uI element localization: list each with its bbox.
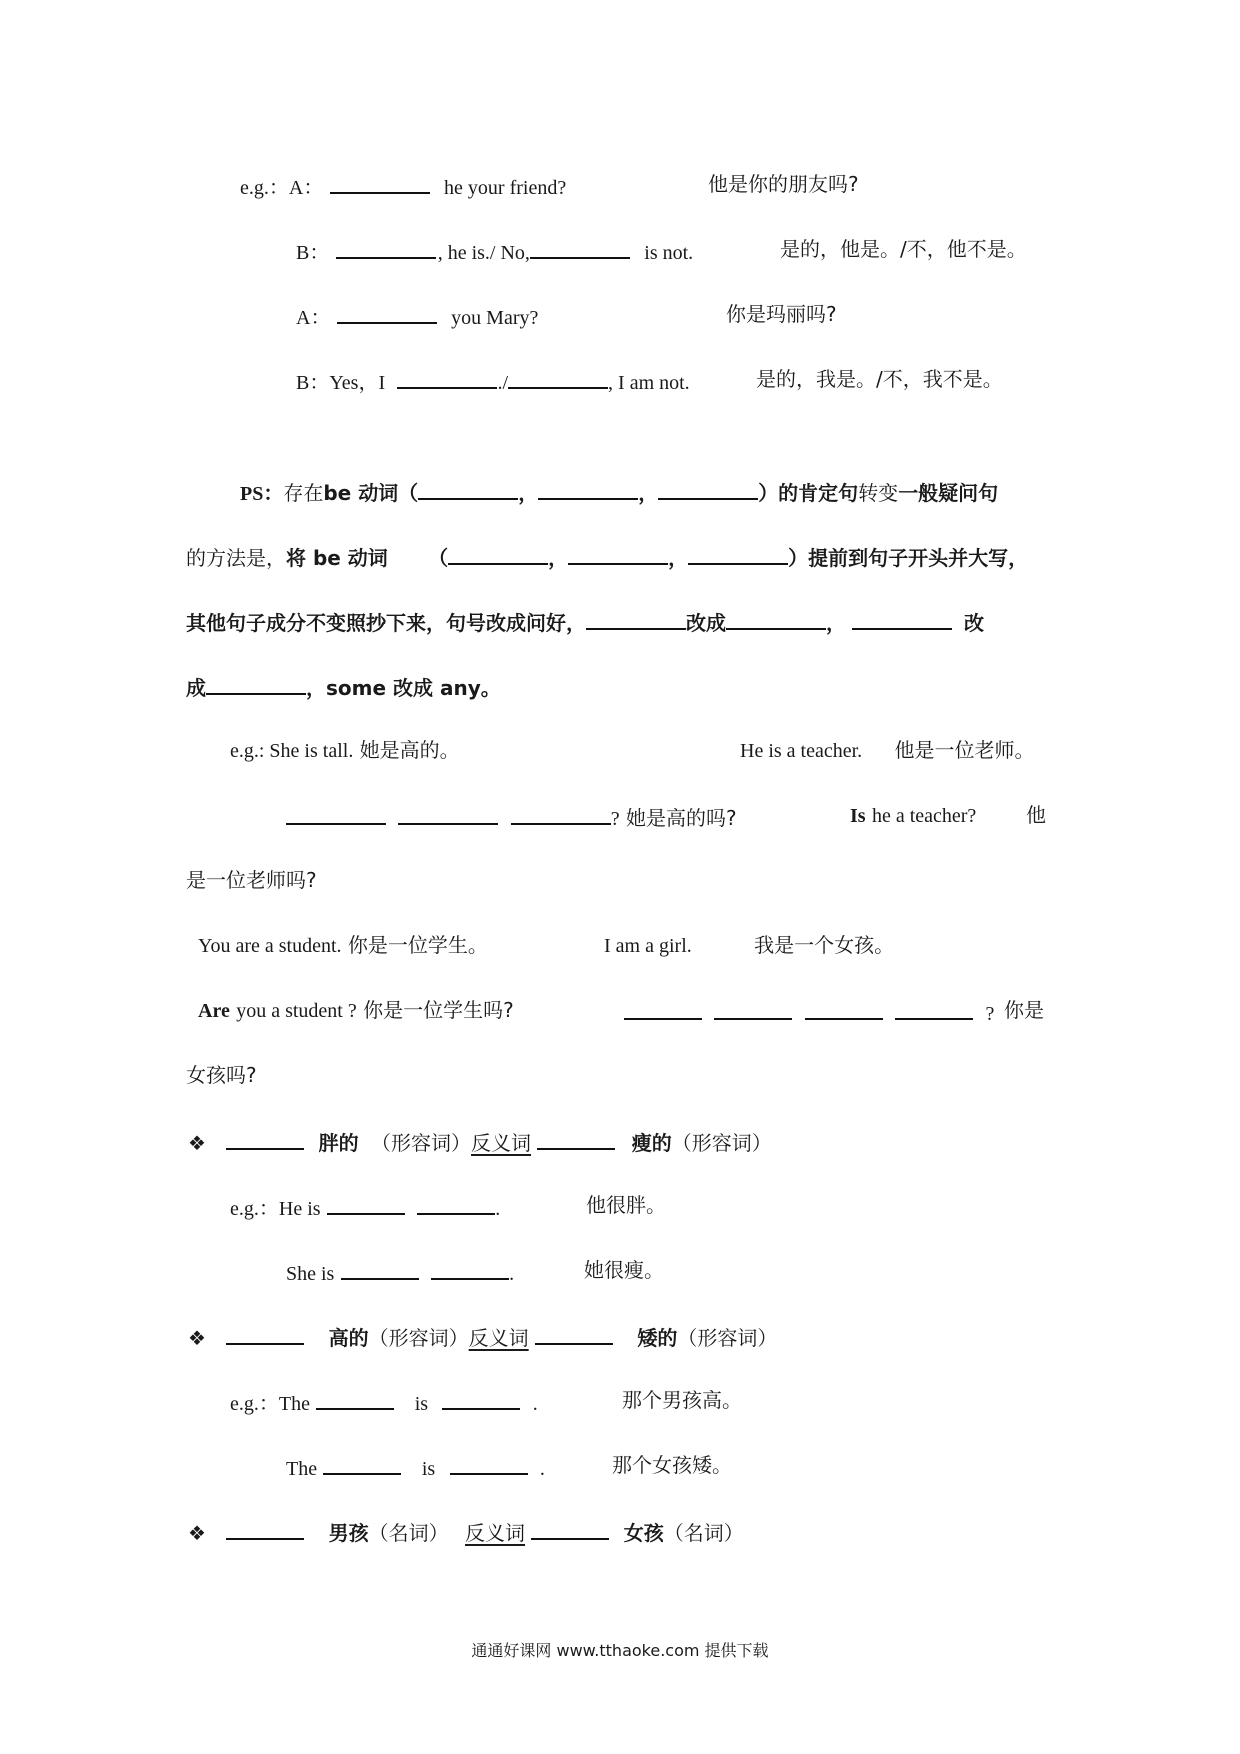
- answer-blank[interactable]: [852, 608, 952, 630]
- answer-blank[interactable]: [895, 998, 973, 1020]
- ps-text: 其他句子成分不变照抄下来，句号改成问好，: [186, 611, 586, 635]
- vocab-item-fat-thin: [188, 1128, 772, 1155]
- part-of-speech: （形容词）: [677, 1326, 778, 1350]
- example-translation: 她是高的吗?: [625, 806, 737, 830]
- ps-text: ，some 改成 any。: [306, 676, 501, 700]
- vocab-word: 女孩: [623, 1521, 664, 1545]
- answer-blank[interactable]: [286, 803, 386, 825]
- example-text: He is a teacher.: [740, 740, 863, 762]
- vocab-example: [230, 1388, 538, 1416]
- ps-text: ）提前到句子开头并大写，: [788, 546, 1029, 570]
- ps-line-2: [186, 543, 1028, 570]
- example-text: you a student ?: [236, 1000, 357, 1022]
- sentence-text: is not.: [644, 242, 694, 264]
- answer-blank[interactable]: [531, 1518, 609, 1540]
- example-text: She is: [286, 1263, 335, 1285]
- answer-blank[interactable]: [398, 803, 498, 825]
- example-text: .: [495, 1198, 501, 1220]
- ps-text: ，: [638, 481, 659, 505]
- ps-text: 转变: [858, 481, 899, 505]
- example-text: .: [532, 1393, 538, 1415]
- example-text: e.g.：The: [230, 1393, 310, 1415]
- ps-line-3: [186, 608, 984, 635]
- answer-blank[interactable]: [341, 1258, 419, 1280]
- page-footer: 通通好课网 www.tthaoke.com 提供下载: [471, 1641, 769, 1660]
- vocab-word: 高的: [328, 1326, 369, 1350]
- ps-line-1: [240, 478, 998, 506]
- translation: 你是玛丽吗?: [726, 302, 837, 326]
- sentence-text: , he is./ No,: [437, 242, 530, 264]
- dialogue-line-3: [296, 302, 538, 330]
- vocab-word: 瘦的: [631, 1131, 672, 1155]
- answer-blank[interactable]: [688, 543, 788, 565]
- part-of-speech: （形容词）: [368, 1326, 469, 1350]
- vocab-item-tall-short: [188, 1323, 777, 1350]
- example-text: The: [286, 1458, 318, 1480]
- diamond-bullet-icon: ❖: [188, 1326, 206, 1350]
- answer-blank[interactable]: [535, 1323, 613, 1345]
- ps-text: ，: [826, 611, 846, 635]
- example-text: Are: [198, 1000, 230, 1022]
- speaker-label: A：: [296, 307, 331, 329]
- example-translation: 我是一个女孩。: [754, 933, 895, 957]
- example-row-5-blanks: [624, 998, 994, 1026]
- example-text: I am a girl.: [604, 935, 692, 957]
- answer-blank[interactable]: [568, 543, 668, 565]
- answer-blank[interactable]: [538, 478, 638, 500]
- ps-text: ）的肯定句: [758, 481, 859, 505]
- example-text: .: [509, 1263, 515, 1285]
- answer-blank[interactable]: [511, 803, 611, 825]
- answer-blank[interactable]: [226, 1128, 304, 1150]
- answer-blank[interactable]: [537, 1128, 615, 1150]
- vocab-word: 矮的: [637, 1326, 678, 1350]
- example-row-2-right: [850, 803, 976, 828]
- answer-blank[interactable]: [624, 998, 702, 1020]
- answer-blank[interactable]: [417, 1193, 495, 1215]
- antonym-label: 反义词: [468, 1326, 529, 1350]
- answer-blank[interactable]: [330, 172, 430, 194]
- answer-blank[interactable]: [431, 1258, 509, 1280]
- example-translation: 是一位老师吗?: [186, 868, 317, 892]
- answer-blank[interactable]: [450, 1453, 528, 1475]
- sentence-text: he your friend?: [444, 177, 567, 199]
- answer-blank[interactable]: [586, 608, 686, 630]
- answer-blank[interactable]: [442, 1388, 520, 1410]
- ps-text: ，: [668, 546, 689, 570]
- ps-text: ，: [518, 481, 539, 505]
- example-translation: 那个男孩高。: [622, 1388, 742, 1412]
- ps-text: 改: [964, 611, 984, 635]
- ps-text: （: [428, 546, 449, 570]
- example-translation: 他: [1026, 803, 1046, 827]
- vocab-word: 男孩: [328, 1521, 369, 1545]
- answer-blank[interactable]: [530, 237, 630, 259]
- ps-text: 一般疑问句: [898, 481, 999, 505]
- answer-blank[interactable]: [337, 302, 437, 324]
- answer-blank[interactable]: [726, 608, 826, 630]
- example-translation: 女孩吗?: [186, 1063, 257, 1087]
- answer-blank[interactable]: [336, 237, 436, 259]
- answer-blank[interactable]: [226, 1518, 304, 1540]
- speaker-label: B：Yes，I: [296, 372, 386, 394]
- part-of-speech: （形容词）: [671, 1131, 772, 1155]
- vocab-example: [286, 1453, 545, 1481]
- ps-text: 存在: [283, 481, 324, 505]
- answer-blank[interactable]: [397, 367, 497, 389]
- speaker-label: B：: [296, 242, 330, 264]
- vocab-example: [286, 1258, 514, 1286]
- part-of-speech: （名词）: [663, 1521, 744, 1545]
- example-text: ?: [610, 808, 620, 830]
- example-translation: 他是一位老师。: [894, 738, 1035, 762]
- answer-blank[interactable]: [714, 998, 792, 1020]
- example-translation: 你是: [1004, 998, 1044, 1022]
- eg-label: e.g.：A：: [240, 177, 324, 199]
- ps-text: be 动词（: [323, 481, 419, 505]
- part-of-speech: （名词）: [368, 1521, 449, 1545]
- example-translation: 她是高的。: [359, 738, 460, 762]
- ps-text: 改成: [686, 611, 726, 635]
- example-row-4-right: [604, 933, 894, 958]
- example-translation: 你是一位学生。: [347, 933, 488, 957]
- antonym-label: 反义词: [471, 1131, 532, 1155]
- example-text: is: [414, 1393, 429, 1415]
- ps-line-4: [186, 673, 501, 700]
- diamond-bullet-icon: ❖: [188, 1131, 206, 1155]
- sentence-text: ./: [497, 372, 509, 394]
- example-translation: 那个女孩矮。: [612, 1453, 732, 1477]
- ps-text: 将 be 动词: [286, 546, 388, 570]
- ps-text: 的方法是，: [186, 546, 286, 570]
- example-text: ?: [985, 1003, 995, 1025]
- dialogue-line-2: [296, 237, 693, 265]
- antonym-label: 反义词: [465, 1521, 526, 1545]
- sentence-text: you Mary?: [451, 307, 539, 329]
- ps-text: ，: [548, 546, 569, 570]
- ps-label: PS：: [240, 483, 284, 505]
- answer-blank[interactable]: [327, 1193, 405, 1215]
- example-row-5: [198, 998, 514, 1023]
- dialogue-line-4: [296, 367, 690, 395]
- example-row-1-right: [740, 738, 1035, 763]
- diamond-bullet-icon: ❖: [188, 1521, 206, 1545]
- ps-text: 成: [186, 676, 206, 700]
- answer-blank[interactable]: [323, 1453, 401, 1475]
- example-text: Is: [850, 805, 866, 827]
- part-of-speech: （形容词）: [371, 1131, 472, 1155]
- example-text: You are a student.: [198, 935, 342, 957]
- translation: 他是你的朋友吗?: [708, 172, 859, 196]
- answer-blank[interactable]: [316, 1388, 394, 1410]
- example-text: e.g.：He is: [230, 1198, 321, 1220]
- example-text: is: [421, 1458, 436, 1480]
- vocab-item-boy-girl: [188, 1518, 744, 1545]
- example-row-2: [286, 803, 737, 831]
- answer-blank[interactable]: [508, 367, 608, 389]
- example-text: .: [539, 1458, 545, 1480]
- sentence-text: , I am not.: [608, 372, 690, 394]
- example-translation: 她很瘦。: [584, 1258, 664, 1282]
- example-row-4: [198, 933, 488, 958]
- translation: 是的，我是。/不，我不是。: [756, 367, 1003, 391]
- answer-blank[interactable]: [226, 1323, 304, 1345]
- answer-blank[interactable]: [448, 543, 548, 565]
- translation: 是的，他是。/不，他不是。: [780, 237, 1027, 261]
- vocab-example: [230, 1193, 500, 1221]
- vocab-word: 胖的: [318, 1131, 359, 1155]
- example-text: he a teacher?: [871, 805, 977, 827]
- answer-blank[interactable]: [805, 998, 883, 1020]
- answer-blank[interactable]: [418, 478, 518, 500]
- example-text: e.g.: She is tall.: [230, 740, 354, 762]
- example-row-1: [230, 738, 460, 763]
- dialogue-line-1: [240, 172, 566, 200]
- answer-blank[interactable]: [206, 673, 306, 695]
- answer-blank[interactable]: [658, 478, 758, 500]
- example-translation: 你是一位学生吗?: [363, 998, 514, 1022]
- example-translation: 他很胖。: [586, 1193, 666, 1217]
